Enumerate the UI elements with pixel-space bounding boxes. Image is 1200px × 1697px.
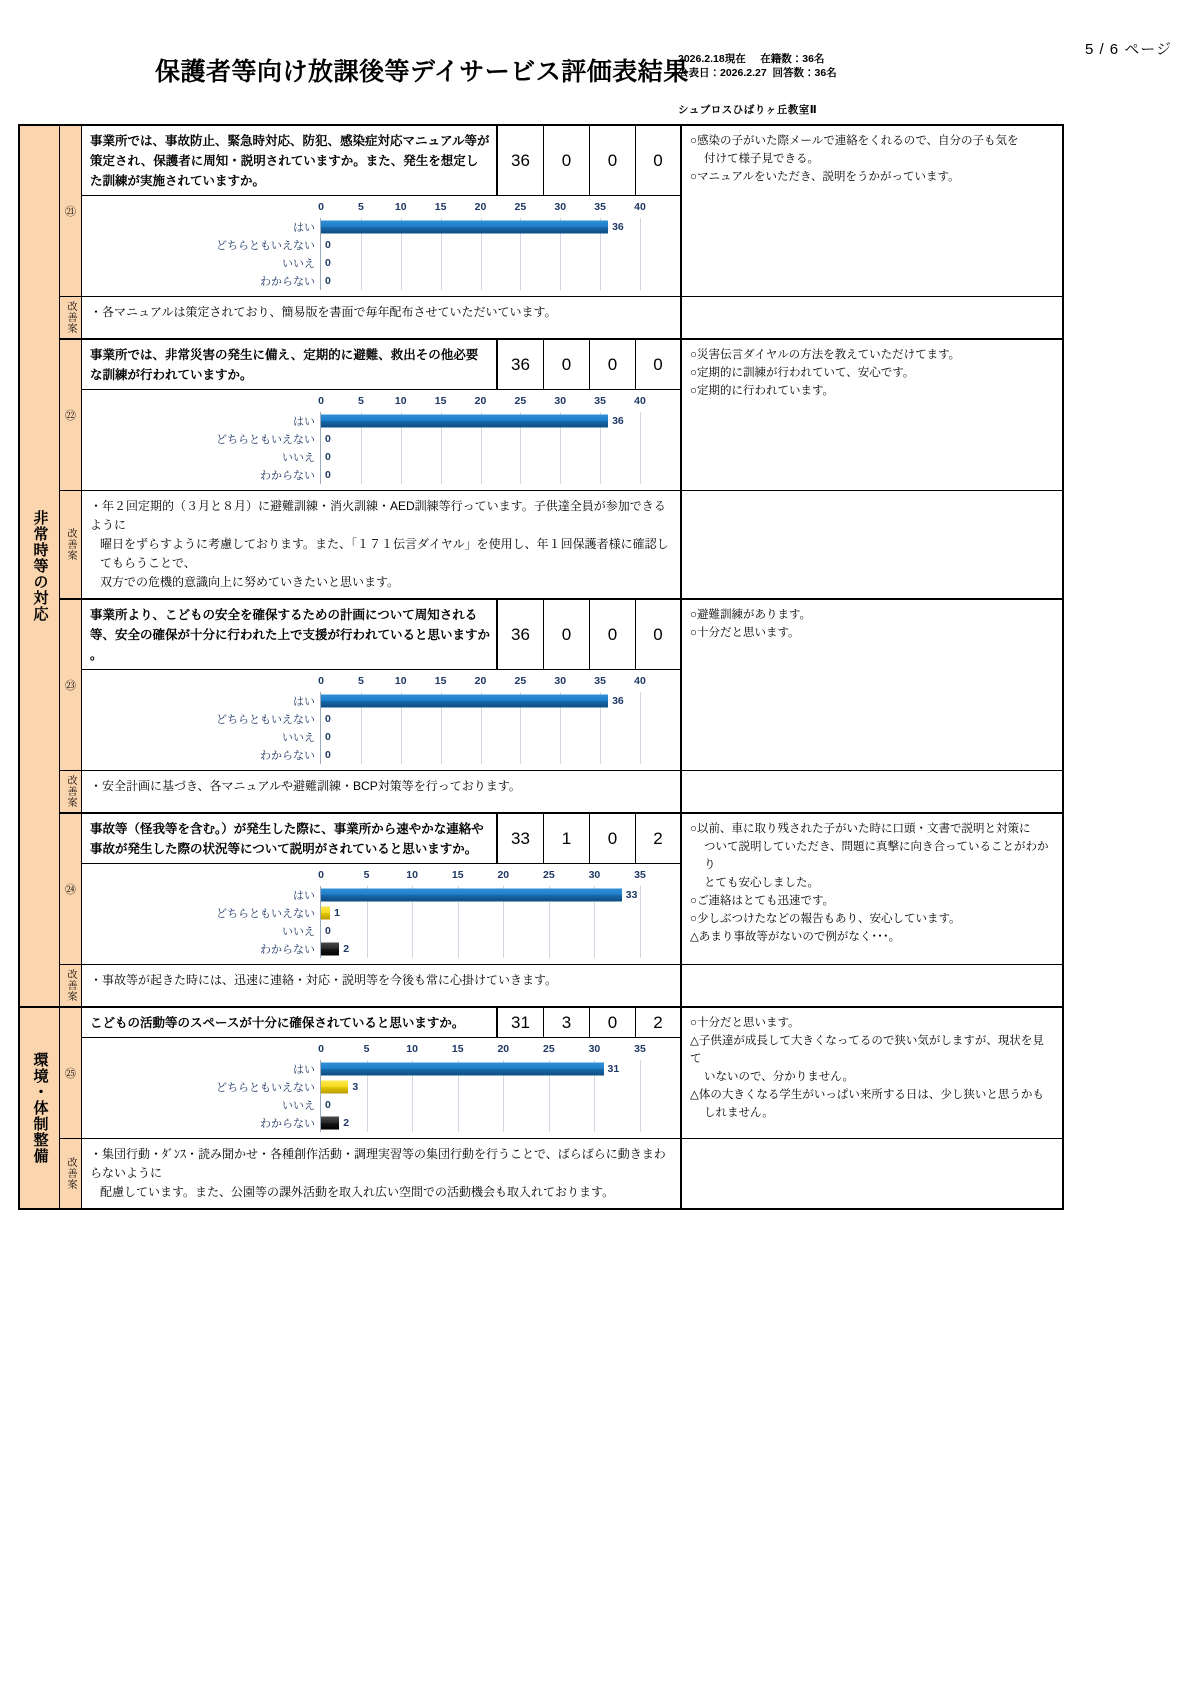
page-header xyxy=(0,0,1200,118)
bar-chart xyxy=(200,674,678,766)
comment-line: ○定期的に行われています。 xyxy=(690,385,835,397)
x-axis-tick-label: 0 xyxy=(318,869,324,881)
answer-chart xyxy=(82,390,682,490)
comment-line: しれません。 xyxy=(704,1107,774,1119)
question-text: 事業所では、非常災害の発生に備え、定期的に避難、救出その他必要な訓練が行われていますか。 xyxy=(82,340,498,389)
chart-data-label: 0 xyxy=(325,257,331,269)
answer-count-わからない: 0 xyxy=(636,600,682,669)
question-main xyxy=(82,340,682,490)
x-axis-tick-label: 30 xyxy=(588,869,601,881)
improvement-label: 改善案 xyxy=(60,491,82,598)
improvement-text xyxy=(82,771,682,812)
chart-category-label: どちらともいえない xyxy=(216,240,315,252)
chart-data-label: 0 xyxy=(325,451,331,463)
question-number: ㉔ xyxy=(60,814,82,964)
chart-bar xyxy=(321,1063,604,1076)
improvement-line: 曜日をずらすように考慮しております。また、「１７１伝言ダイヤル」を使用し、年１回保護者様に確認してもらうことで、 xyxy=(100,537,669,570)
chart-category-label: どちらともいえない xyxy=(216,714,315,726)
x-axis-tick-label: 10 xyxy=(394,675,407,687)
improvement-blank-cell xyxy=(682,491,1062,598)
question-row-outer xyxy=(60,814,1062,965)
answer-count-どちらともいえない: 0 xyxy=(544,126,590,195)
chart-data-label: 0 xyxy=(325,239,331,251)
question-head xyxy=(82,814,682,864)
category-questions xyxy=(60,1008,1062,1208)
evaluation-table xyxy=(18,124,1064,1210)
chart-plot-area xyxy=(216,395,646,484)
answer-chart xyxy=(82,864,682,964)
comments-cell xyxy=(682,600,1062,770)
x-axis-tick-label: 25 xyxy=(514,201,527,213)
chart-data-label: 36 xyxy=(612,695,624,707)
improvement-blank-cell xyxy=(682,1139,1062,1208)
question-main xyxy=(82,126,682,296)
x-axis-tick-label: 10 xyxy=(406,869,418,881)
answer-count-わからない: 0 xyxy=(636,340,682,389)
x-axis-tick-label: 15 xyxy=(451,1043,464,1055)
chart-category-label: はい xyxy=(293,890,315,902)
question-row xyxy=(60,814,682,964)
question-head xyxy=(82,340,682,390)
improvement-label: 改善案 xyxy=(60,771,82,812)
question-row-outer xyxy=(60,600,1062,771)
improvement-blank-cell xyxy=(682,965,1062,1006)
improvement-line: ・安全計画に基づき、各マニュアルや避難訓練・BCP対策等を行っております。 xyxy=(90,779,521,793)
answer-count-いいえ: 0 xyxy=(590,340,636,389)
chart-category-label: いいえ xyxy=(282,732,315,744)
chart-category-label: いいえ xyxy=(282,926,315,938)
comment-line: ○少しぶつけたなどの報告もあり、安心しています。 xyxy=(690,913,961,925)
chart-data-label: 0 xyxy=(325,469,331,481)
chart-bar xyxy=(321,889,622,902)
x-axis-tick-label: 10 xyxy=(406,1043,418,1055)
chart-data-label: 1 xyxy=(334,907,340,919)
answer-chart xyxy=(82,1038,682,1138)
improvement-text xyxy=(82,965,682,1006)
chart-category-label: わからない xyxy=(260,750,315,762)
question-row xyxy=(60,126,682,296)
meta-published: 公表日：2026.2.27 回答数：36名 xyxy=(678,67,837,79)
x-axis-tick-label: 5 xyxy=(357,675,364,687)
meta-asof: 2026.2.18現在 在籍数：36名 xyxy=(678,53,825,65)
x-axis-tick-label: 0 xyxy=(318,395,324,407)
improvement-label: 改善案 xyxy=(60,965,82,1006)
chart-category-label: いいえ xyxy=(282,258,315,270)
answer-count-はい: 36 xyxy=(498,340,544,389)
comments-cell xyxy=(682,1008,1062,1138)
x-axis-tick-label: 20 xyxy=(474,201,487,213)
comment-line: △あまり事故等がないので例がなく･･･。 xyxy=(690,931,901,943)
chart-data-label: 33 xyxy=(625,889,638,901)
improvement-text xyxy=(82,491,682,598)
chart-gridline xyxy=(640,886,641,958)
answer-count-はい: 33 xyxy=(498,814,544,863)
question-main xyxy=(82,814,682,964)
improvement-row xyxy=(60,491,1062,600)
x-axis-tick-label: 0 xyxy=(318,675,324,687)
question-number: ㉑ xyxy=(60,126,82,296)
chart-category-label: わからない xyxy=(260,470,315,482)
chart-category-label: はい xyxy=(293,1064,315,1076)
header-meta xyxy=(678,52,837,80)
x-axis-tick-label: 30 xyxy=(554,395,567,407)
x-axis-tick-label: 5 xyxy=(357,201,364,213)
chart-data-label: 2 xyxy=(343,943,350,955)
answer-count-はい: 36 xyxy=(498,126,544,195)
chart-data-label: 0 xyxy=(325,1099,331,1111)
x-axis-tick-label: 15 xyxy=(434,395,447,407)
answer-count-どちらともいえない: 0 xyxy=(544,600,590,669)
improvement-text xyxy=(82,1139,682,1208)
chart-data-label: 31 xyxy=(607,1063,620,1075)
answer-count-わからない: 2 xyxy=(636,814,682,863)
chart-category-label: どちらともいえない xyxy=(216,434,315,446)
answer-chart xyxy=(82,670,682,770)
answer-count-いいえ: 0 xyxy=(590,814,636,863)
chart-data-label: 36 xyxy=(612,221,624,233)
category-questions xyxy=(60,126,1062,1006)
chart-gridline xyxy=(640,412,641,484)
question-text: 事故等（怪我等を含む。）が発生した際に、事業所から速やかな連絡や事故が発生した際の状況等について説明がされていると思いますか。 xyxy=(82,814,498,863)
chart-plot-area xyxy=(216,201,646,290)
question-row-outer xyxy=(60,340,1062,491)
question-row-outer xyxy=(60,126,1062,297)
chart-plot-area xyxy=(216,869,646,958)
improvement-text xyxy=(82,297,682,338)
chart-data-label: 0 xyxy=(325,731,331,743)
comment-line: ついて説明していただき、問題に真撃に向き合っていることがわかり xyxy=(704,841,1049,871)
page-number: 5 / 6 ページ xyxy=(1084,41,1172,58)
x-axis-tick-label: 30 xyxy=(554,675,567,687)
x-axis-tick-label: 20 xyxy=(497,869,510,881)
category-label: 非常時等の対応 xyxy=(20,126,60,1006)
improvement-blank-cell xyxy=(682,771,1062,812)
chart-gridline xyxy=(640,692,641,764)
x-axis-tick-label: 0 xyxy=(318,1043,324,1055)
x-axis-tick-label: 15 xyxy=(451,869,464,881)
question-main xyxy=(82,1008,682,1138)
chart-data-label: 3 xyxy=(352,1081,359,1093)
improvement-line: ・各マニュアルは策定されており、簡易版を書面で毎年配布させていただいています。 xyxy=(90,305,557,319)
chart-data-label: 0 xyxy=(325,749,331,761)
category-label: 環境・体制整備 xyxy=(20,1008,60,1208)
comment-line: ○十分だと思います。 xyxy=(690,1017,800,1029)
question-head xyxy=(82,126,682,196)
x-axis-tick-label: 40 xyxy=(634,201,646,213)
x-axis-tick-label: 25 xyxy=(543,1043,555,1055)
chart-category-label: いいえ xyxy=(282,1100,315,1112)
category-block xyxy=(20,126,1062,1008)
improvement-row xyxy=(60,1139,1062,1208)
improvement-label: 改善案 xyxy=(60,1139,82,1208)
x-axis-tick-label: 35 xyxy=(634,1043,646,1055)
chart-plot-area xyxy=(216,675,646,764)
chart-bar xyxy=(321,695,608,708)
question-text: 事業所より、こどもの安全を確保するための計画について周知される等、安全の確保が十分に行われた上で支援が行われていると思いますか 。 xyxy=(82,600,498,669)
improvement-row xyxy=(60,965,1062,1006)
chart-category-label: どちらともいえない xyxy=(216,1082,315,1094)
chart-data-label: 0 xyxy=(325,713,331,725)
improvement-line: ・年２回定期的（３月と８月）に避難訓練・消火訓練・AED訓練等行っています。子供達全員が参加できるように xyxy=(90,499,666,532)
comment-line: ○定期的に訓練が行われていて、安心です。 xyxy=(690,367,915,379)
answer-count-わからない: 2 xyxy=(636,1008,682,1037)
comment-line: ○以前、車に取り残された子がいた時に口頭・文書で説明と対策に xyxy=(690,823,1031,835)
improvement-label: 改善案 xyxy=(60,297,82,338)
x-axis-tick-label: 20 xyxy=(474,395,487,407)
chart-bar xyxy=(321,907,330,920)
category-block xyxy=(20,1008,1062,1208)
bar-chart xyxy=(200,200,678,292)
question-head xyxy=(82,1008,682,1038)
x-axis-tick-label: 5 xyxy=(363,1043,370,1055)
x-axis-tick-label: 35 xyxy=(594,675,606,687)
question-number: ㉕ xyxy=(60,1008,82,1138)
question-number: ㉒ xyxy=(60,340,82,490)
chart-gridline xyxy=(640,1060,641,1132)
bar-chart xyxy=(200,868,678,960)
chart-bar xyxy=(321,415,608,428)
answer-count-わからない: 0 xyxy=(636,126,682,195)
chart-category-label: わからない xyxy=(260,276,315,288)
question-head xyxy=(82,600,682,670)
chart-data-label: 36 xyxy=(612,415,624,427)
answer-chart xyxy=(82,196,682,296)
improvement-line: ・事故等が起きた時には、迅速に連絡・対応・説明等を今後も常に心掛けていきます。 xyxy=(90,973,558,987)
comments-cell xyxy=(682,814,1062,964)
x-axis-tick-label: 25 xyxy=(543,869,555,881)
question-number: ㉓ xyxy=(60,600,82,770)
chart-bar xyxy=(321,1081,348,1094)
chart-category-label: はい xyxy=(293,222,315,234)
x-axis-tick-label: 40 xyxy=(634,395,646,407)
comment-line: ○避難訓練があります。 xyxy=(690,609,812,621)
comment-line: いないので、分かりません。 xyxy=(704,1071,854,1083)
chart-category-label: はい xyxy=(293,696,315,708)
chart-data-label: 0 xyxy=(325,433,331,445)
improvement-line: 双方での危機的意識向上に努めていきたいと思います。 xyxy=(100,575,400,589)
comments-cell xyxy=(682,340,1062,490)
comment-line: △体の大きくなる学生がいっぱい来所する日は、少し狭いと思うかも xyxy=(690,1089,1044,1101)
x-axis-tick-label: 5 xyxy=(357,395,364,407)
chart-bar xyxy=(321,943,339,956)
chart-bar xyxy=(321,221,608,234)
answer-count-どちらともいえない: 0 xyxy=(544,340,590,389)
comment-line: △子供達が成長して大きくなってるので狭い気がしますが、現状を見て xyxy=(690,1035,1044,1065)
question-text: 事業所では、事故防止、緊急時対応、防犯、感染症対応マニュアル等が策定され、保護者に周知・説明されていますか。また、発生を想定した訓練が実施されていますか。 xyxy=(82,126,498,195)
answer-count-どちらともいえない: 3 xyxy=(544,1008,590,1037)
improvement-row xyxy=(60,771,1062,814)
chart-category-label: わからない xyxy=(260,1118,315,1130)
chart-category-label: わからない xyxy=(260,944,315,956)
comment-line: 付けて様子見できる。 xyxy=(704,153,819,165)
improvement-row xyxy=(60,297,1062,340)
facility-name: シュブロスひばりヶ丘教室Ⅱ xyxy=(678,104,818,116)
answer-count-はい: 36 xyxy=(498,600,544,669)
improvement-line: 配慮しています。また、公園等の課外活動を取入れ広い空間での活動機会も取入れております。 xyxy=(100,1185,615,1199)
question-main xyxy=(82,600,682,770)
question-row-outer xyxy=(60,1008,1062,1139)
answer-count-いいえ: 0 xyxy=(590,600,636,669)
comment-line: ○十分だと思います。 xyxy=(690,627,800,639)
x-axis-tick-label: 25 xyxy=(514,395,527,407)
bar-chart xyxy=(200,1042,678,1134)
x-axis-tick-label: 30 xyxy=(588,1043,601,1055)
x-axis-tick-label: 0 xyxy=(318,201,324,213)
chart-category-label: いいえ xyxy=(282,452,315,464)
chart-plot-area xyxy=(216,1043,646,1132)
x-axis-tick-label: 10 xyxy=(394,395,407,407)
answer-count-どちらともいえない: 1 xyxy=(544,814,590,863)
chart-bar xyxy=(321,1117,339,1130)
chart-data-label: 0 xyxy=(325,925,331,937)
x-axis-tick-label: 20 xyxy=(497,1043,510,1055)
chart-data-label: 0 xyxy=(325,275,331,287)
answer-count-いいえ: 0 xyxy=(590,1008,636,1037)
answer-count-はい: 31 xyxy=(498,1008,544,1037)
comment-line: ○マニュアルをいただき、説明をうかがっています。 xyxy=(690,171,960,183)
x-axis-tick-label: 35 xyxy=(594,395,606,407)
x-axis-tick-label: 20 xyxy=(474,675,487,687)
x-axis-tick-label: 35 xyxy=(594,201,606,213)
question-text: こどもの活動等のスペースが十分に確保されていると思いますか。 xyxy=(82,1008,498,1037)
improvement-blank-cell xyxy=(682,297,1062,338)
chart-data-label: 2 xyxy=(343,1117,350,1129)
question-row xyxy=(60,340,682,490)
x-axis-tick-label: 15 xyxy=(434,201,447,213)
x-axis-tick-label: 35 xyxy=(634,869,646,881)
chart-gridline xyxy=(640,218,641,290)
comment-line: ○ご連絡はとても迅速です。 xyxy=(690,895,835,907)
x-axis-tick-label: 40 xyxy=(634,675,646,687)
comments-cell xyxy=(682,126,1062,296)
question-row xyxy=(60,1008,682,1138)
x-axis-tick-label: 25 xyxy=(514,675,527,687)
comment-line: とても安心しました。 xyxy=(704,877,819,889)
page-title: 保護者等向け放課後等デイサービス評価表結果 xyxy=(155,58,689,86)
comment-line: ○災害伝言ダイヤルの方法を教えていただけてます。 xyxy=(690,349,961,361)
improvement-line: ・集団行動・ﾀﾞﾝｽ・読み聞かせ・各種創作活動・調理実習等の集団行動を行うことで、ばらばらに動きまわらないように xyxy=(90,1147,666,1180)
answer-count-いいえ: 0 xyxy=(590,126,636,195)
chart-category-label: はい xyxy=(293,416,315,428)
x-axis-tick-label: 10 xyxy=(394,201,407,213)
x-axis-tick-label: 30 xyxy=(554,201,567,213)
chart-category-label: どちらともいえない xyxy=(216,908,315,920)
question-row xyxy=(60,600,682,770)
x-axis-tick-label: 5 xyxy=(363,869,370,881)
comment-line: ○感染の子がいた際メールで連絡をくれるので、自分の子も気を xyxy=(690,135,1019,147)
x-axis-tick-label: 15 xyxy=(434,675,447,687)
bar-chart xyxy=(200,394,678,486)
